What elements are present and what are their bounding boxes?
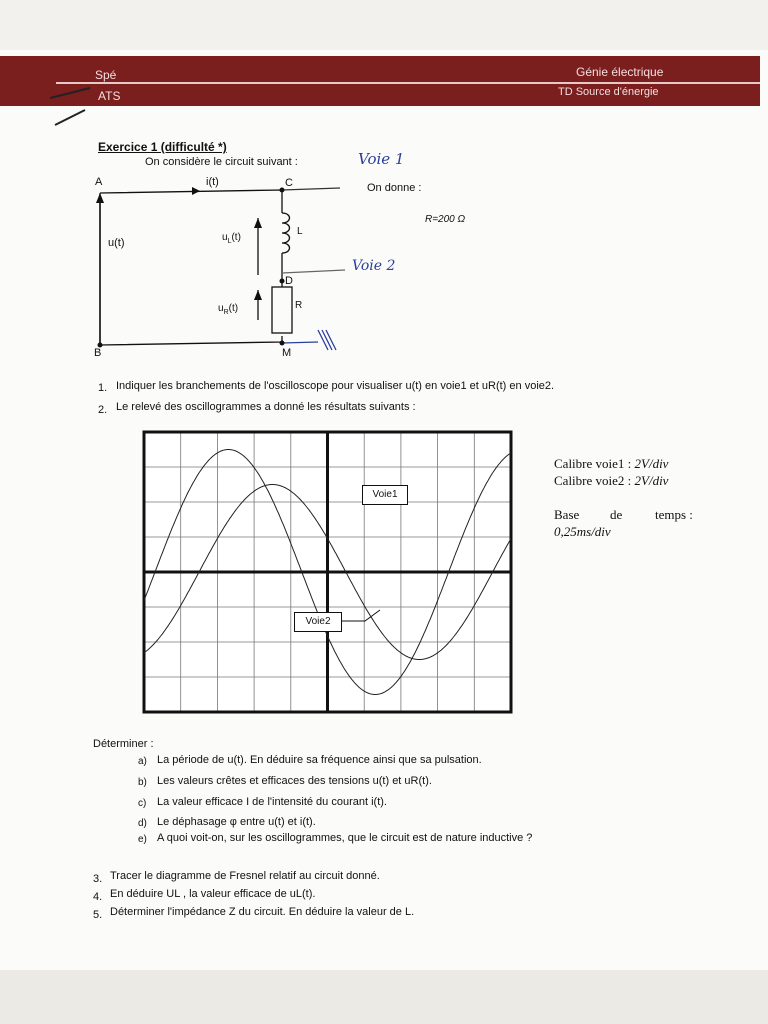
- handwritten-voie1: Voie 1: [358, 150, 405, 168]
- determiner-item-a: La période de u(t). En déduire sa fréquence ainsi que sa pulsation.: [157, 754, 482, 766]
- calibre-voie1: Calibre voie1 : 2V/div: [554, 456, 669, 471]
- determiner-item-e: A quoi voit-on, sur les oscillogrammes, que le circuit est de nature inductive ?: [157, 832, 533, 844]
- exercise-intro: On considère le circuit suivant :: [145, 156, 298, 168]
- class-sublabel: ATS: [98, 89, 121, 103]
- timebase-word: Base: [554, 507, 580, 522]
- question-number: 2.: [98, 404, 108, 416]
- voie2-label: Voie2: [294, 612, 342, 632]
- inductor-label: L: [297, 226, 303, 237]
- node-d: D: [285, 275, 293, 287]
- question-number: 1.: [98, 382, 108, 394]
- node-m: M: [282, 347, 292, 359]
- subject-label: Génie électrique: [576, 65, 664, 79]
- item-letter: b): [138, 777, 147, 788]
- timebase-word: de: [610, 507, 623, 522]
- worksheet-title: TD Source d'énergie: [558, 86, 659, 98]
- node-a: A: [95, 176, 103, 188]
- item-letter: a): [138, 756, 147, 767]
- oscilloscope-screen: [140, 428, 515, 716]
- node-c: C: [285, 177, 293, 189]
- item-letter: e): [138, 834, 147, 845]
- item-letter: c): [138, 798, 147, 809]
- determiner-item-d: Le déphasage φ entre u(t) et i(t).: [157, 816, 316, 828]
- question-1: Indiquer les branchements de l'oscilloscope pour visualiser u(t) en voie1 et uR(t) en voie2.: [116, 380, 555, 392]
- determiner-title: Déterminer :: [93, 738, 154, 750]
- question-number: 5.: [93, 909, 103, 921]
- given-label: On donne :: [367, 182, 422, 194]
- current-label: i(t): [206, 176, 219, 188]
- page-background: [0, 970, 768, 1024]
- item-letter: d): [138, 818, 147, 829]
- class-label: Spé: [95, 68, 117, 82]
- determiner-item-b: Les valeurs crêtes et efficaces des tensions u(t) et uR(t).: [157, 775, 432, 787]
- voltage-u-label: u(t): [108, 237, 125, 249]
- voltage-ul-label: $u_L(t)$: [222, 232, 241, 245]
- question-4: En déduire UL , la valeur efficace de uL(t).: [110, 888, 316, 900]
- question-number: 4.: [93, 891, 103, 903]
- resistance-value: R=200 Ω: [425, 214, 466, 225]
- question-number: 3.: [93, 873, 103, 885]
- voltage-ur-label: $u_R(t)$: [218, 303, 239, 316]
- resistor-label: R: [295, 300, 303, 311]
- timebase-word: temps :: [655, 507, 693, 522]
- exercise-title: Exercice 1 (difficulté *): [98, 140, 227, 154]
- circuit-diagram: [0, 0, 768, 380]
- question-5: Déterminer l'impédance Z du circuit. En déduire la valeur de L.: [110, 906, 415, 918]
- calibre-voie2: Calibre voie2 : 2V/div: [554, 473, 669, 488]
- question-2: Le relevé des oscillogrammes a donné les résultats suivants :: [116, 401, 416, 413]
- voie1-label: Voie1: [362, 485, 408, 505]
- question-3: Tracer le diagramme de Fresnel relatif au circuit donné.: [110, 870, 380, 882]
- node-b: B: [94, 347, 102, 359]
- timebase-value: 0,25ms/div: [554, 524, 611, 539]
- handwritten-voie2: Voie 2: [352, 258, 396, 274]
- determiner-item-c: La valeur efficace I de l'intensité du courant i(t).: [157, 796, 387, 808]
